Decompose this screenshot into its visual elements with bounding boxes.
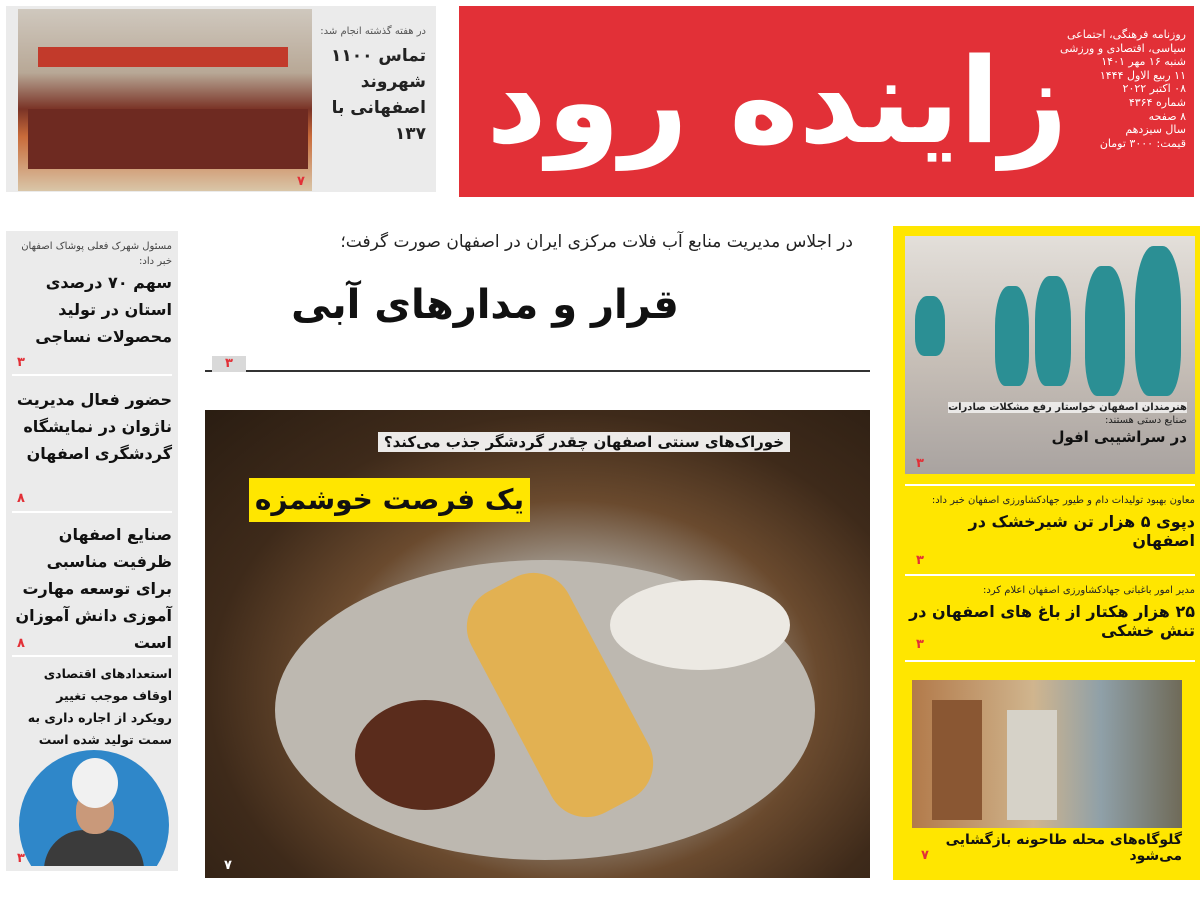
call-center-photo: [18, 9, 312, 191]
item-kicker: مدیر امور باغبانی جهادکشاورزی اصفهان اعلام کرد:: [982, 585, 1195, 596]
issue-line: قیمت: ۳۰۰۰ تومان: [1099, 136, 1186, 150]
food-kicker: خوراک‌های سنتی اصفهان چقدر گردشگر جذب می‌کند؟: [378, 432, 790, 452]
item-kicker: مسئول شهرک فعلی پوشاک اصفهان خبر داد:: [21, 241, 172, 267]
vase-shape: [995, 286, 1029, 386]
page-number: ۳: [916, 456, 924, 471]
issue-line: ۸ صفحه: [1148, 109, 1186, 123]
page-number: ۳: [916, 553, 924, 568]
item-title: صنایع اصفهان ظرفیت مناسبی برای توسعه مهارت آموزی دانش آموزان است: [15, 525, 172, 652]
alley-door: [1007, 710, 1057, 820]
top-teaser[interactable]: [6, 6, 436, 192]
item-title: استعدادهای اقتصادی اوقاف موجب تغییر رویکرد از اجاره داری به سمت تولید شده است: [27, 666, 172, 747]
issue-line: سیاسی، اقتصادی و ورزشی: [1060, 41, 1186, 55]
page-number: ۳: [212, 356, 246, 372]
food-title: یک فرصت خوشمزه: [249, 478, 530, 522]
left-item-2[interactable]: [14, 386, 172, 467]
page-number: ۷: [297, 174, 305, 189]
item-kicker: معاون بهبود تولیدات دام و طیور جهادکشاورزی اصفهان خبر داد:: [931, 495, 1195, 506]
page-number: ۳: [17, 355, 25, 370]
issue-line: ۱۱ ربیع الاول ۱۴۴۴: [1099, 68, 1186, 82]
item-title: سهم ۷۰ درصدی استان در تولید محصولات نساجی: [35, 273, 172, 346]
vase-title: در سراشیبی افول: [1051, 428, 1187, 446]
office-banner: [38, 47, 288, 67]
main-headline[interactable]: قرار و مدارهای آبی: [291, 282, 679, 328]
item-title: حضور فعال مدیریت ناژوان در نمایشگاه گردشگری اصفهان: [16, 390, 172, 463]
divider: [905, 660, 1195, 662]
page-number: ۷: [921, 848, 929, 863]
issue-line: روزنامه فرهنگی، اجتماعی: [1067, 28, 1186, 41]
vase-story[interactable]: [905, 236, 1195, 474]
divider: [12, 655, 172, 657]
alley-photo[interactable]: [912, 680, 1182, 828]
page-number: ۷: [224, 858, 232, 873]
alley-caption: گلوگاه‌های محله طاحونه بازگشایی می‌شود: [945, 832, 1182, 864]
newspaper-logo: زاینده رود: [486, 32, 1068, 170]
page-number: ۳: [17, 851, 25, 866]
issue-info: [1060, 28, 1186, 150]
page-number: ۳: [916, 637, 924, 652]
vase-caption: [948, 402, 1187, 446]
left-item-1[interactable]: [14, 239, 172, 350]
vase-shape: [915, 296, 945, 356]
right-item-2[interactable]: [905, 585, 1195, 640]
food-story[interactable]: [205, 410, 870, 878]
masthead: [459, 6, 1194, 197]
vase-shape: [1035, 276, 1071, 386]
vase-photo-caption: هنرمندان اصفهان خواستار رفع مشکلات صادرات: [948, 402, 1187, 413]
issue-line: ۰۸ اکتبر ۲۰۲۲: [1122, 82, 1186, 96]
page-number: ۸: [17, 491, 25, 506]
page-number: ۸: [17, 636, 25, 651]
divider: [905, 484, 1195, 486]
teaser-kicker: در هفته گذشته انجام شد:: [320, 26, 426, 37]
divider: [12, 374, 172, 376]
office-desk: [28, 109, 308, 169]
left-item-3[interactable]: [14, 521, 172, 656]
vase-shape: [1085, 266, 1125, 396]
item-title: دپوی ۵ هزار تن شیرخشک در اصفهان: [968, 512, 1195, 550]
issue-line: سال سیزدهم: [1125, 123, 1186, 137]
right-item-1[interactable]: [905, 495, 1195, 550]
main-kicker: در اجلاس مدیریت منابع آب فلات مرکزی ایران در اصفهان صورت گرفت؛: [340, 232, 853, 252]
main-rule: [205, 370, 870, 372]
divider: [905, 574, 1195, 576]
teaser-title: تماس ۱۱۰۰ شهروند اصفهانی با ۱۳۷: [330, 46, 426, 144]
issue-line: شماره ۴۳۶۴: [1128, 95, 1186, 109]
issue-line: شنبه ۱۶ مهر ۱۴۰۱: [1101, 55, 1186, 69]
vase-kicker: صنایع دستی هستند:: [1104, 415, 1187, 426]
teaser-text: [311, 26, 426, 147]
portrait-turban: [72, 758, 118, 808]
divider: [12, 511, 172, 513]
food-kebab: [355, 700, 495, 810]
vase-shape: [1135, 246, 1181, 396]
left-item-4[interactable]: [14, 663, 172, 751]
item-title: ۲۵ هزار هکتار از باغ های اصفهان در تنش خشکی: [909, 602, 1195, 640]
food-bowl: [610, 580, 790, 670]
cleric-portrait: [14, 750, 174, 866]
alley-door: [932, 700, 982, 820]
